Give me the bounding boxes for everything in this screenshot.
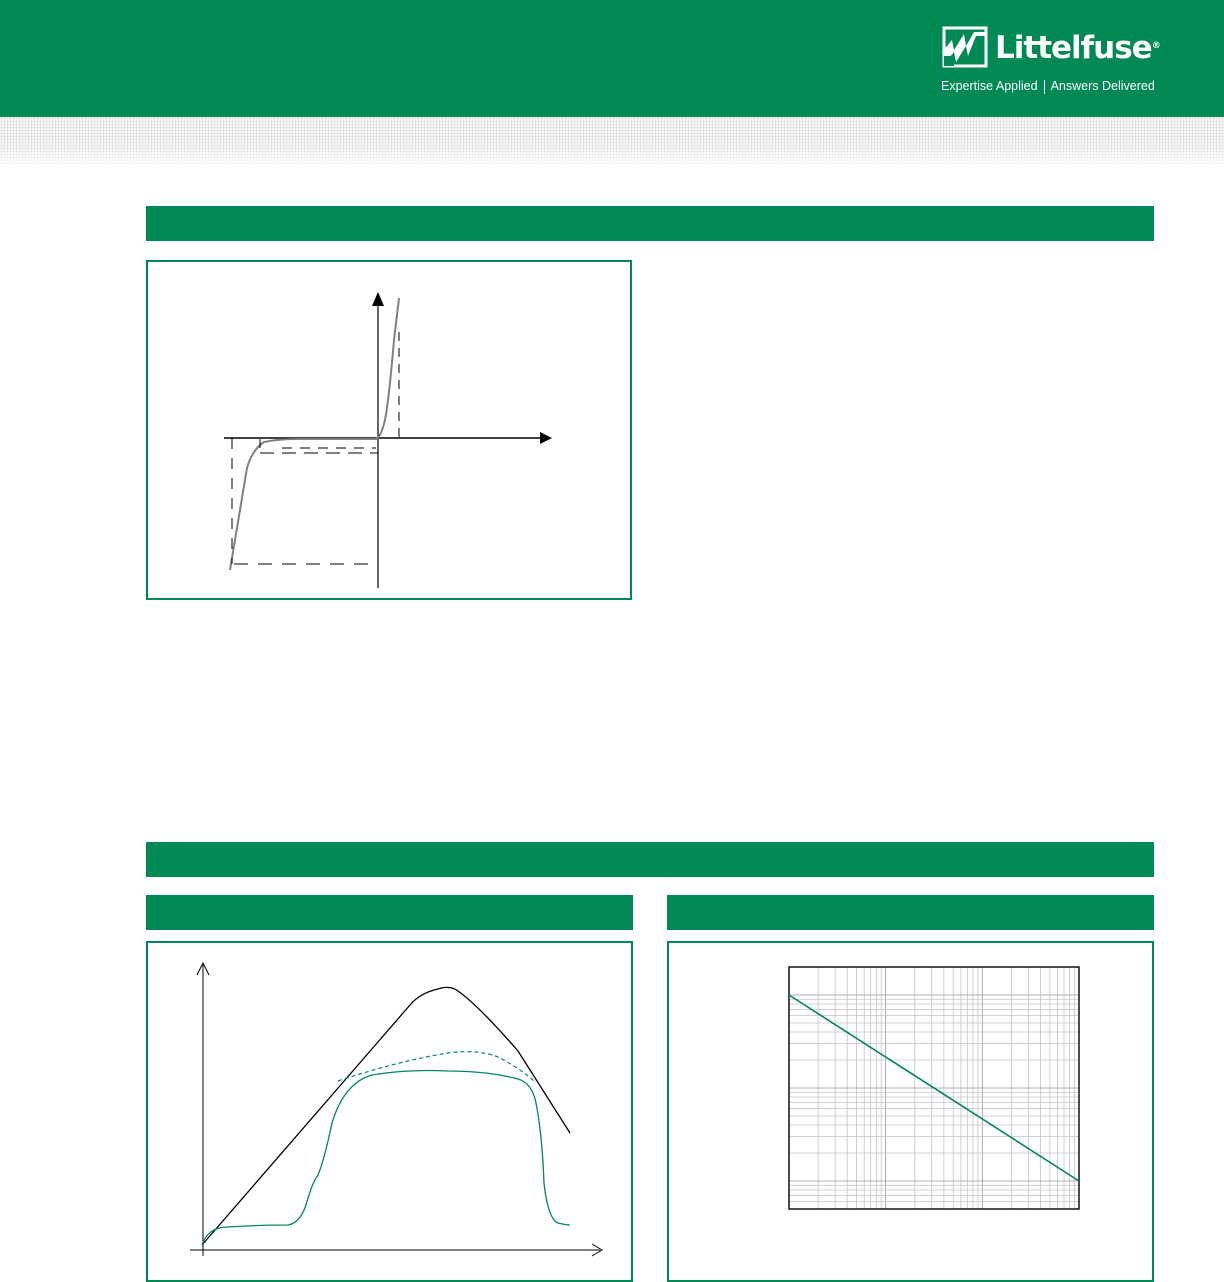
profile-panel [146, 941, 633, 1282]
iv-curve-panel [146, 260, 632, 600]
x-axis-arrow [540, 432, 552, 444]
series-solid-green [202, 1071, 570, 1246]
header-banner [0, 0, 1224, 117]
iv-curve-chart [148, 262, 630, 598]
section-bar-1 [146, 206, 1154, 241]
iv-curve-line [230, 298, 399, 570]
littelfuse-logo-icon [940, 26, 988, 68]
tagline-separator [1044, 80, 1045, 94]
series-solid-black [202, 987, 570, 1245]
loglog-chart [669, 943, 1152, 1280]
profile-chart [148, 943, 631, 1280]
brand-name: Littelfuse® [995, 30, 1161, 66]
loglog-panel [667, 941, 1154, 1282]
tagline [941, 78, 1155, 94]
subsection-bar-right [667, 895, 1154, 930]
dot-pattern-band [0, 117, 1224, 169]
tagline-left: Expertise Applied [941, 79, 1038, 93]
littelfuse-logo [940, 26, 1161, 96]
subsection-bar-left [146, 895, 633, 930]
section-bar-2 [146, 842, 1154, 877]
tagline-right: Answers Delivered [1050, 79, 1155, 93]
y-axis-arrow [372, 292, 384, 306]
